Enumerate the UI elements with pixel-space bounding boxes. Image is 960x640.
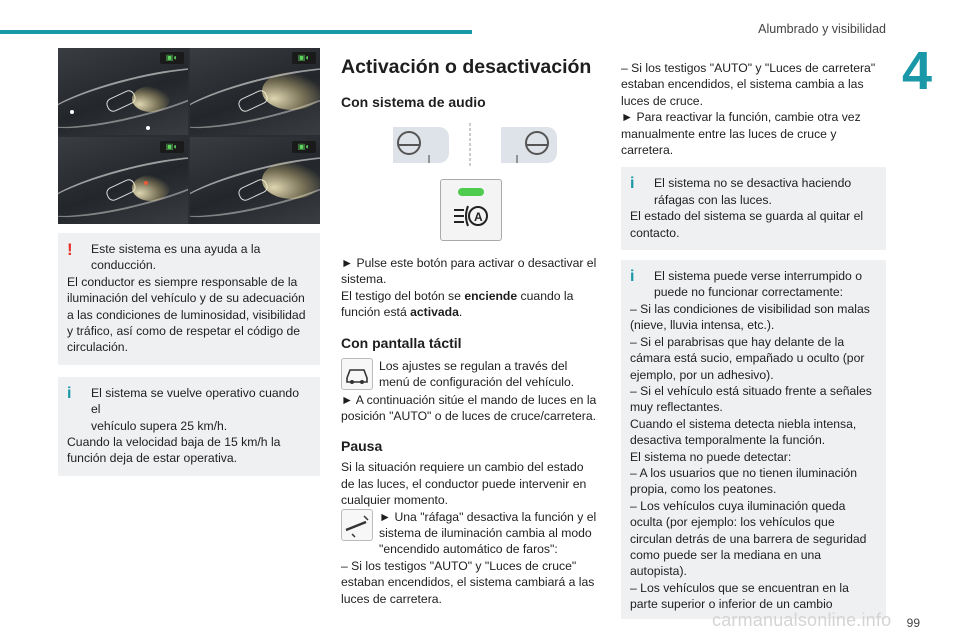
column-right: – Si los testigos "AUTO" y "Luces de carretera" estaban encendidos, el sistema cambia a las luces de cruce. ► Para reactivar la función, cambie otra vez manualmente entre las luces de cruce y carretera. i El sistema no se desactiva haciendo ráfagas con las luces. El estado del sistema se guarda al quitar el contacto. i El sistema puede verse interrumpido o puede no funcionar correctamente: – Si las condiciones de visibilidad son malas (nieve, lluvia intensa, etc.). – Si el parabrisas que hay delante de la cámara está sucio, empañado u oculto (por ejemplo, por un adhesivo). – Si el vehículo está situado frente a señales muy reflectantes. Cuando el sistema detecta niebla intensa, desactiva temporalmente la función. El sistema no puede detectar: – A los usuarios que no tienen iluminación propia, como los peatones. – Los vehículos cuya iluminación queda oculta (por ejemplo: los vehículos que circulan detrás de una barrera de seguridad como puede ser la mediana en una autopista). – Los vehículos que se encuentran en la parte superior o inferior de un cambio bbox=[621, 48, 886, 619]
section-title: Alumbrado y visibilidad bbox=[758, 22, 886, 36]
section-heading: Activación o desactivación bbox=[341, 56, 592, 78]
page-number: 99 bbox=[906, 616, 920, 630]
info-icon: i bbox=[630, 175, 635, 193]
light-indicator-icon: ▣◐ bbox=[292, 141, 316, 153]
info-box: i El sistema se vuelve operativo cuando el vehículo supera 25 km/h. Cuando la velocidad baja de 15 km/h la función deja de estar operativa. bbox=[58, 377, 320, 476]
info-icon: i bbox=[630, 268, 635, 286]
header-bar bbox=[0, 30, 472, 34]
steering-wheels-icon bbox=[341, 121, 599, 169]
illustration-2 bbox=[190, 48, 320, 135]
watermark: carmanualsonline.info bbox=[712, 610, 892, 630]
button-state-text: El testigo del botón se enciende cuando la función está activada. bbox=[341, 288, 574, 320]
info-icon: i bbox=[67, 384, 72, 402]
info-box: i El sistema puede verse interrumpido o puede no funcionar correctamente: – Si las condiciones de visibilidad son malas (nieve, lluvia intensa, etc.). – Si el parabrisas que hay delante de la cámara está sucio, empañado u oculto (por ejemplo, por un adhesivo). – Si el vehículo está situado frente a señales muy reflectantes. Cuando el sistema detecta niebla intensa, desactiva temporalmente la función. El sistema no puede detectar: – A los usuarios que no tienen iluminación propia, como los peatones. – Los vehículos cuya iluminación queda oculta (por ejemplo: los vehículos que circulan detrás de una barrera de seguridad como puede ser la mediana en una autopista). – Los vehículos que se encuentran en la parte superior o inferior de un cambio bbox=[621, 260, 886, 619]
warning-box: ! Este sistema es una ayuda a la conducción. El conductor es siempre responsable de la iluminación del vehículo y de su adecuación a las condiciones de luminosidad, visibilidad y tráfico, así como de respetar el código de circulación. bbox=[58, 233, 320, 365]
warning-icon: ! bbox=[67, 240, 73, 259]
column-left bbox=[58, 48, 320, 476]
light-indicator-icon: ▣◐ bbox=[292, 52, 316, 64]
touch-heading: Con pantalla táctil bbox=[341, 334, 462, 351]
light-indicator-icon: ▣◐ bbox=[160, 141, 184, 153]
illustration-4 bbox=[190, 137, 320, 224]
info-box: i El sistema no se desactiva haciendo ráfagas con las luces. El estado del sistema se guarda al quitar el contacto. bbox=[621, 167, 886, 250]
illustration-3 bbox=[58, 137, 188, 224]
car-settings-icon bbox=[341, 358, 373, 390]
pause-heading: Pausa bbox=[341, 438, 383, 455]
chapter-number: 4 bbox=[901, 41, 932, 101]
flash-lever-icon bbox=[341, 509, 373, 541]
svg-text:A: A bbox=[474, 210, 483, 224]
column-middle: Activación o desactivación Con sistema de audio A ► Pulse este botón para activar o desactivar el sistema. El testigo del botón se enciende cuando la función está activada. Con pantalla táctil Los ajustes se regulan a través del menú de configuración del vehículo. ► A continuación sitúe el mando de luces en la posición "AUTO" o de luces de cruce/carretera. Pausa Si la situación requiere un cambio del estado de las luces, el conductor puede intervenir en cualquier momento. ► Una "ráfaga" desactiva la función y el sistema de iluminación cambia al modo "encendido automático de faros": – Si los testigos "AUTO" y "Luces de cruce" estaban encendidos, el sistema cambiará a las luces de carretera. bbox=[341, 48, 599, 607]
audio-heading: Con sistema de audio bbox=[341, 94, 486, 110]
auto-highbeam-button-icon bbox=[440, 179, 502, 241]
headlamp-illustrations bbox=[58, 48, 320, 224]
illustration-1 bbox=[58, 48, 188, 135]
light-indicator-icon: ▣◐ bbox=[160, 52, 184, 64]
